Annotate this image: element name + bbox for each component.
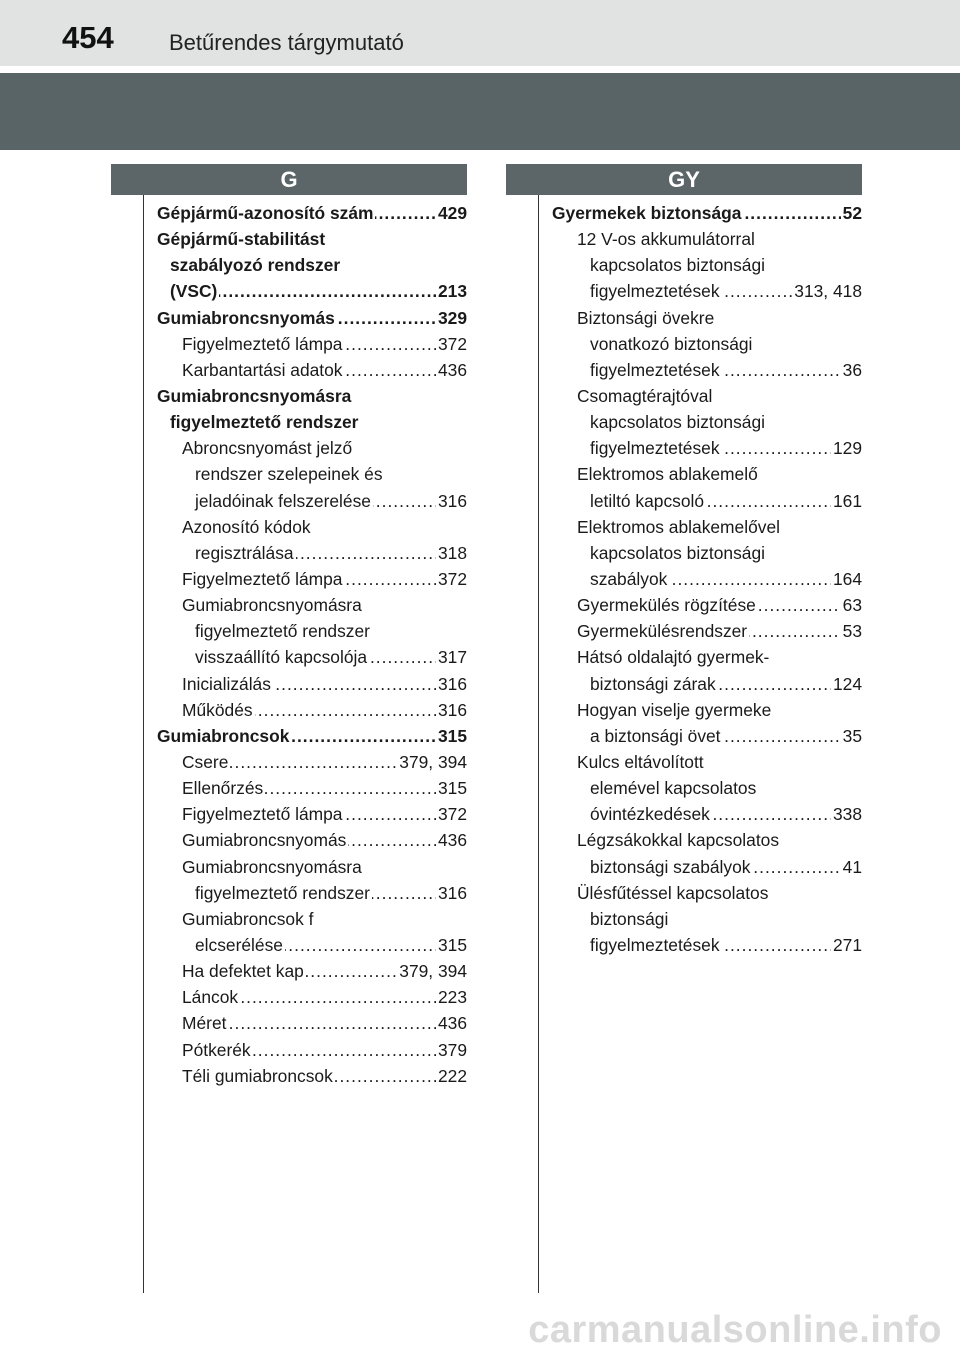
index-entry-text: rendszer szelepeinek és (195, 464, 383, 485)
index-entry-text: biztonsági szabályok (590, 856, 751, 877)
index-entry (552, 592, 862, 618)
index-column-gy (552, 200, 862, 958)
index-entry-text: figyelmeztetések (590, 934, 720, 955)
index-entry (157, 252, 467, 278)
column-divider-right (538, 195, 539, 1293)
index-entry (157, 435, 467, 461)
index-entry-page: 436 (436, 1010, 467, 1036)
index-entry-text: Csere (182, 751, 229, 772)
index-entry-text: kapcsolatos biztonsági (590, 255, 765, 276)
index-entry (552, 880, 862, 906)
index-entry-text: Ha defektet kap (182, 961, 304, 982)
index-entry-page: 338 (831, 801, 862, 827)
index-entry-page: 213 (436, 278, 467, 304)
index-entry (157, 827, 467, 853)
index-entry (552, 801, 862, 827)
index-entry-text: regisztrálása (195, 542, 294, 563)
index-entry (157, 357, 467, 383)
index-entry (157, 566, 467, 592)
index-entry-text: figyelmeztetések (590, 438, 720, 459)
index-entry (157, 409, 467, 435)
index-entry-page: 316 (436, 880, 467, 906)
index-entry-text: Gumiabroncsnyomásra (182, 856, 362, 877)
index-entry (157, 984, 467, 1010)
index-entry (157, 775, 467, 801)
index-entry-page: 271 (831, 932, 862, 958)
index-entry-text: Ülésfűtéssel kapcsolatos (577, 882, 769, 903)
index-entry-text: jeladóinak felszerelése (195, 490, 371, 511)
index-entry-text: Gyermekülésrendszer (577, 621, 748, 642)
index-entry (552, 278, 862, 304)
index-entry-text: Figyelmeztető lámpa (182, 568, 343, 589)
index-entry-page: 329 (436, 305, 467, 331)
index-entry (552, 566, 862, 592)
index-entry (157, 1037, 467, 1063)
index-entry-text: Csomagtérajtóval (577, 385, 713, 406)
index-entry (552, 435, 862, 461)
index-entry (157, 540, 467, 566)
index-entry-text: kapcsolatos biztonsági (590, 542, 765, 563)
index-entry-text: Gyermekek biztonsága (552, 203, 742, 223)
index-entry (552, 540, 862, 566)
page-title: Betűrendes tárgymutató (169, 30, 404, 55)
index-entry (157, 880, 467, 906)
index-entry (157, 331, 467, 357)
index-entry (157, 1010, 467, 1036)
header-band (0, 0, 960, 66)
index-entry-text: 12 V-os akkumulátorral (577, 229, 755, 250)
index-entry-text: Légzsákokkal kapcsolatos (577, 830, 780, 851)
index-entry-text: Gumiabroncsok (157, 725, 290, 746)
index-entry (157, 305, 467, 331)
index-entry (157, 644, 467, 670)
index-entry (552, 331, 862, 357)
index-entry-page: 63 (841, 592, 862, 618)
index-entry (157, 226, 467, 252)
index-entry-text: Gépjármű-azonosító szám (157, 203, 374, 223)
index-column-g (157, 200, 467, 1089)
index-entry-text: Gumiabroncsnyomásra (157, 385, 352, 406)
index-entry (552, 906, 862, 932)
index-entry-text: kapcsolatos biztonsági (590, 412, 765, 433)
index-entry (552, 252, 862, 278)
index-entry-text: Elektromos ablakemelővel (577, 516, 780, 537)
index-entry (157, 592, 467, 618)
index-entry-text: elemével kapcsolatos (590, 778, 757, 799)
index-entry-page: 372 (436, 801, 467, 827)
index-entry (552, 514, 862, 540)
index-entry (552, 357, 862, 383)
index-entry (552, 644, 862, 670)
index-entry-text: figyelmeztető rendszer (195, 621, 370, 642)
index-entry-text: Biztonsági övekre (577, 307, 715, 328)
index-entry (157, 514, 467, 540)
index-entry-page: 161 (831, 488, 862, 514)
index-entry-text: Hátsó oldalajtó gyermek- (577, 647, 770, 668)
index-entry-text: vonatkozó biztonsági (590, 333, 753, 354)
index-entry-page: 315 (436, 723, 467, 749)
index-entry-text: Láncok (182, 987, 239, 1008)
index-entry (552, 383, 862, 409)
index-entry (157, 618, 467, 644)
index-entry (157, 488, 467, 514)
index-entry-text: (VSC) (170, 281, 218, 302)
index-entry-text: Gumiabroncsnyomásra (182, 595, 362, 616)
index-entry (552, 775, 862, 801)
index-entry-text: Gumiabroncsnyomás (157, 307, 335, 328)
column-divider-left (143, 195, 144, 1293)
index-entry-page: 124 (831, 671, 862, 697)
index-entry-text: biztonsági zárak (590, 673, 716, 694)
index-entry-text: visszaállító kapcsolója (195, 647, 368, 668)
index-entry (157, 461, 467, 487)
index-entry-page: 372 (436, 331, 467, 357)
index-entry-text: Abroncsnyomást jelző (182, 438, 353, 459)
index-entry (157, 200, 467, 226)
index-entry-page: 36 (841, 357, 862, 383)
index-entry-text: Pótkerék (182, 1039, 251, 1060)
index-entry-text: Inicializálás (182, 673, 271, 694)
index-entry-text: figyelmeztetések (590, 281, 720, 302)
index-entry (552, 723, 862, 749)
index-entry-page: 35 (841, 723, 862, 749)
index-entry (157, 854, 467, 880)
index-entry-page: 318 (436, 540, 467, 566)
index-entry (552, 461, 862, 487)
index-entry-page: 315 (436, 932, 467, 958)
index-entry (157, 697, 467, 723)
index-entry-text: figyelmeztető rendszer (170, 412, 359, 433)
index-entry-text: szabályozó rendszer (170, 255, 341, 276)
index-entry-text: Figyelmeztető lámpa (182, 333, 343, 354)
index-entry (157, 749, 467, 775)
index-entry-page: 164 (831, 566, 862, 592)
index-entry-page: 53 (841, 618, 862, 644)
index-entry (552, 200, 862, 226)
index-entry-page: 313, 418 (792, 278, 862, 304)
watermark: carmanualsonline.info (528, 1309, 942, 1351)
index-entry-text: Kulcs eltávolított (577, 751, 704, 772)
index-entry-text: elcserélése (195, 934, 283, 955)
index-entry-page: 315 (436, 775, 467, 801)
index-entry-page: 436 (436, 827, 467, 853)
decorative-band (0, 73, 960, 150)
index-entry (157, 671, 467, 697)
index-entry-page: 429 (436, 200, 467, 226)
index-entry-page: 41 (841, 854, 862, 880)
index-entry (552, 305, 862, 331)
index-entry-page: 222 (436, 1063, 467, 1089)
index-entry (157, 383, 467, 409)
index-entry (157, 1063, 467, 1089)
index-entry-text: Azonosító kódok (182, 516, 311, 537)
index-entry (552, 671, 862, 697)
index-entry (552, 932, 862, 958)
index-entry-text: Karbantartási adatok (182, 359, 343, 380)
index-entry-page: 379 (436, 1037, 467, 1063)
index-entry (552, 827, 862, 853)
index-entry (552, 749, 862, 775)
index-entry-text: Gyermekülés rögzítése (577, 595, 756, 616)
index-entry-text: Figyelmeztető lámpa (182, 804, 343, 825)
index-entry (552, 618, 862, 644)
index-entry-text: óvintézkedések (590, 804, 710, 825)
index-entry-text: a biztonsági övet (590, 725, 721, 746)
index-entry-text: Ellenőrzés (182, 778, 264, 799)
index-entry-page: 316 (436, 697, 467, 723)
index-entry-page: 436 (436, 357, 467, 383)
index-entry-text: Elektromos ablakemelő (577, 464, 758, 485)
index-entry (157, 958, 467, 984)
index-entry (552, 488, 862, 514)
index-entry-text: biztonsági (590, 908, 669, 929)
index-entry-text: Gumiabroncsok f (182, 908, 314, 929)
index-entry-text: Méret (182, 1013, 227, 1034)
index-entry (552, 697, 862, 723)
index-entry (157, 906, 467, 932)
index-entry-text: letiltó kapcsoló (590, 490, 705, 511)
column-heading-gy: GY (506, 164, 862, 195)
index-entry-page: 52 (841, 200, 862, 226)
index-entry (157, 723, 467, 749)
index-entry-page: 316 (436, 671, 467, 697)
index-entry-page: 316 (436, 488, 467, 514)
index-entry-page: 129 (831, 435, 862, 461)
page-number: 454 (62, 20, 114, 55)
index-entry-page: 379, 394 (397, 749, 467, 775)
index-entry (157, 932, 467, 958)
index-entry-text: Gumiabroncsnyomás (182, 830, 347, 851)
index-entry (552, 226, 862, 252)
index-entry (552, 409, 862, 435)
index-entry-text: figyelmeztető rendszer (195, 882, 370, 903)
index-entry-text: Téli gumiabroncsok (182, 1065, 333, 1086)
index-entry-page: 372 (436, 566, 467, 592)
index-entry-text: figyelmeztetések (590, 359, 720, 380)
index-entry (157, 278, 467, 304)
column-heading-g: G (111, 164, 467, 195)
index-entry-text: Hogyan viselje gyermeke (577, 699, 772, 720)
index-entry-text: Gépjármű-stabilitást (157, 229, 326, 250)
index-entry (552, 854, 862, 880)
index-entry-text: Működés (182, 699, 253, 720)
index-entry (157, 801, 467, 827)
index-entry-text: szabályok (590, 568, 668, 589)
index-entry-page: 223 (436, 984, 467, 1010)
index-entry-page: 379, 394 (397, 958, 467, 984)
index-entry-page: 317 (436, 644, 467, 670)
